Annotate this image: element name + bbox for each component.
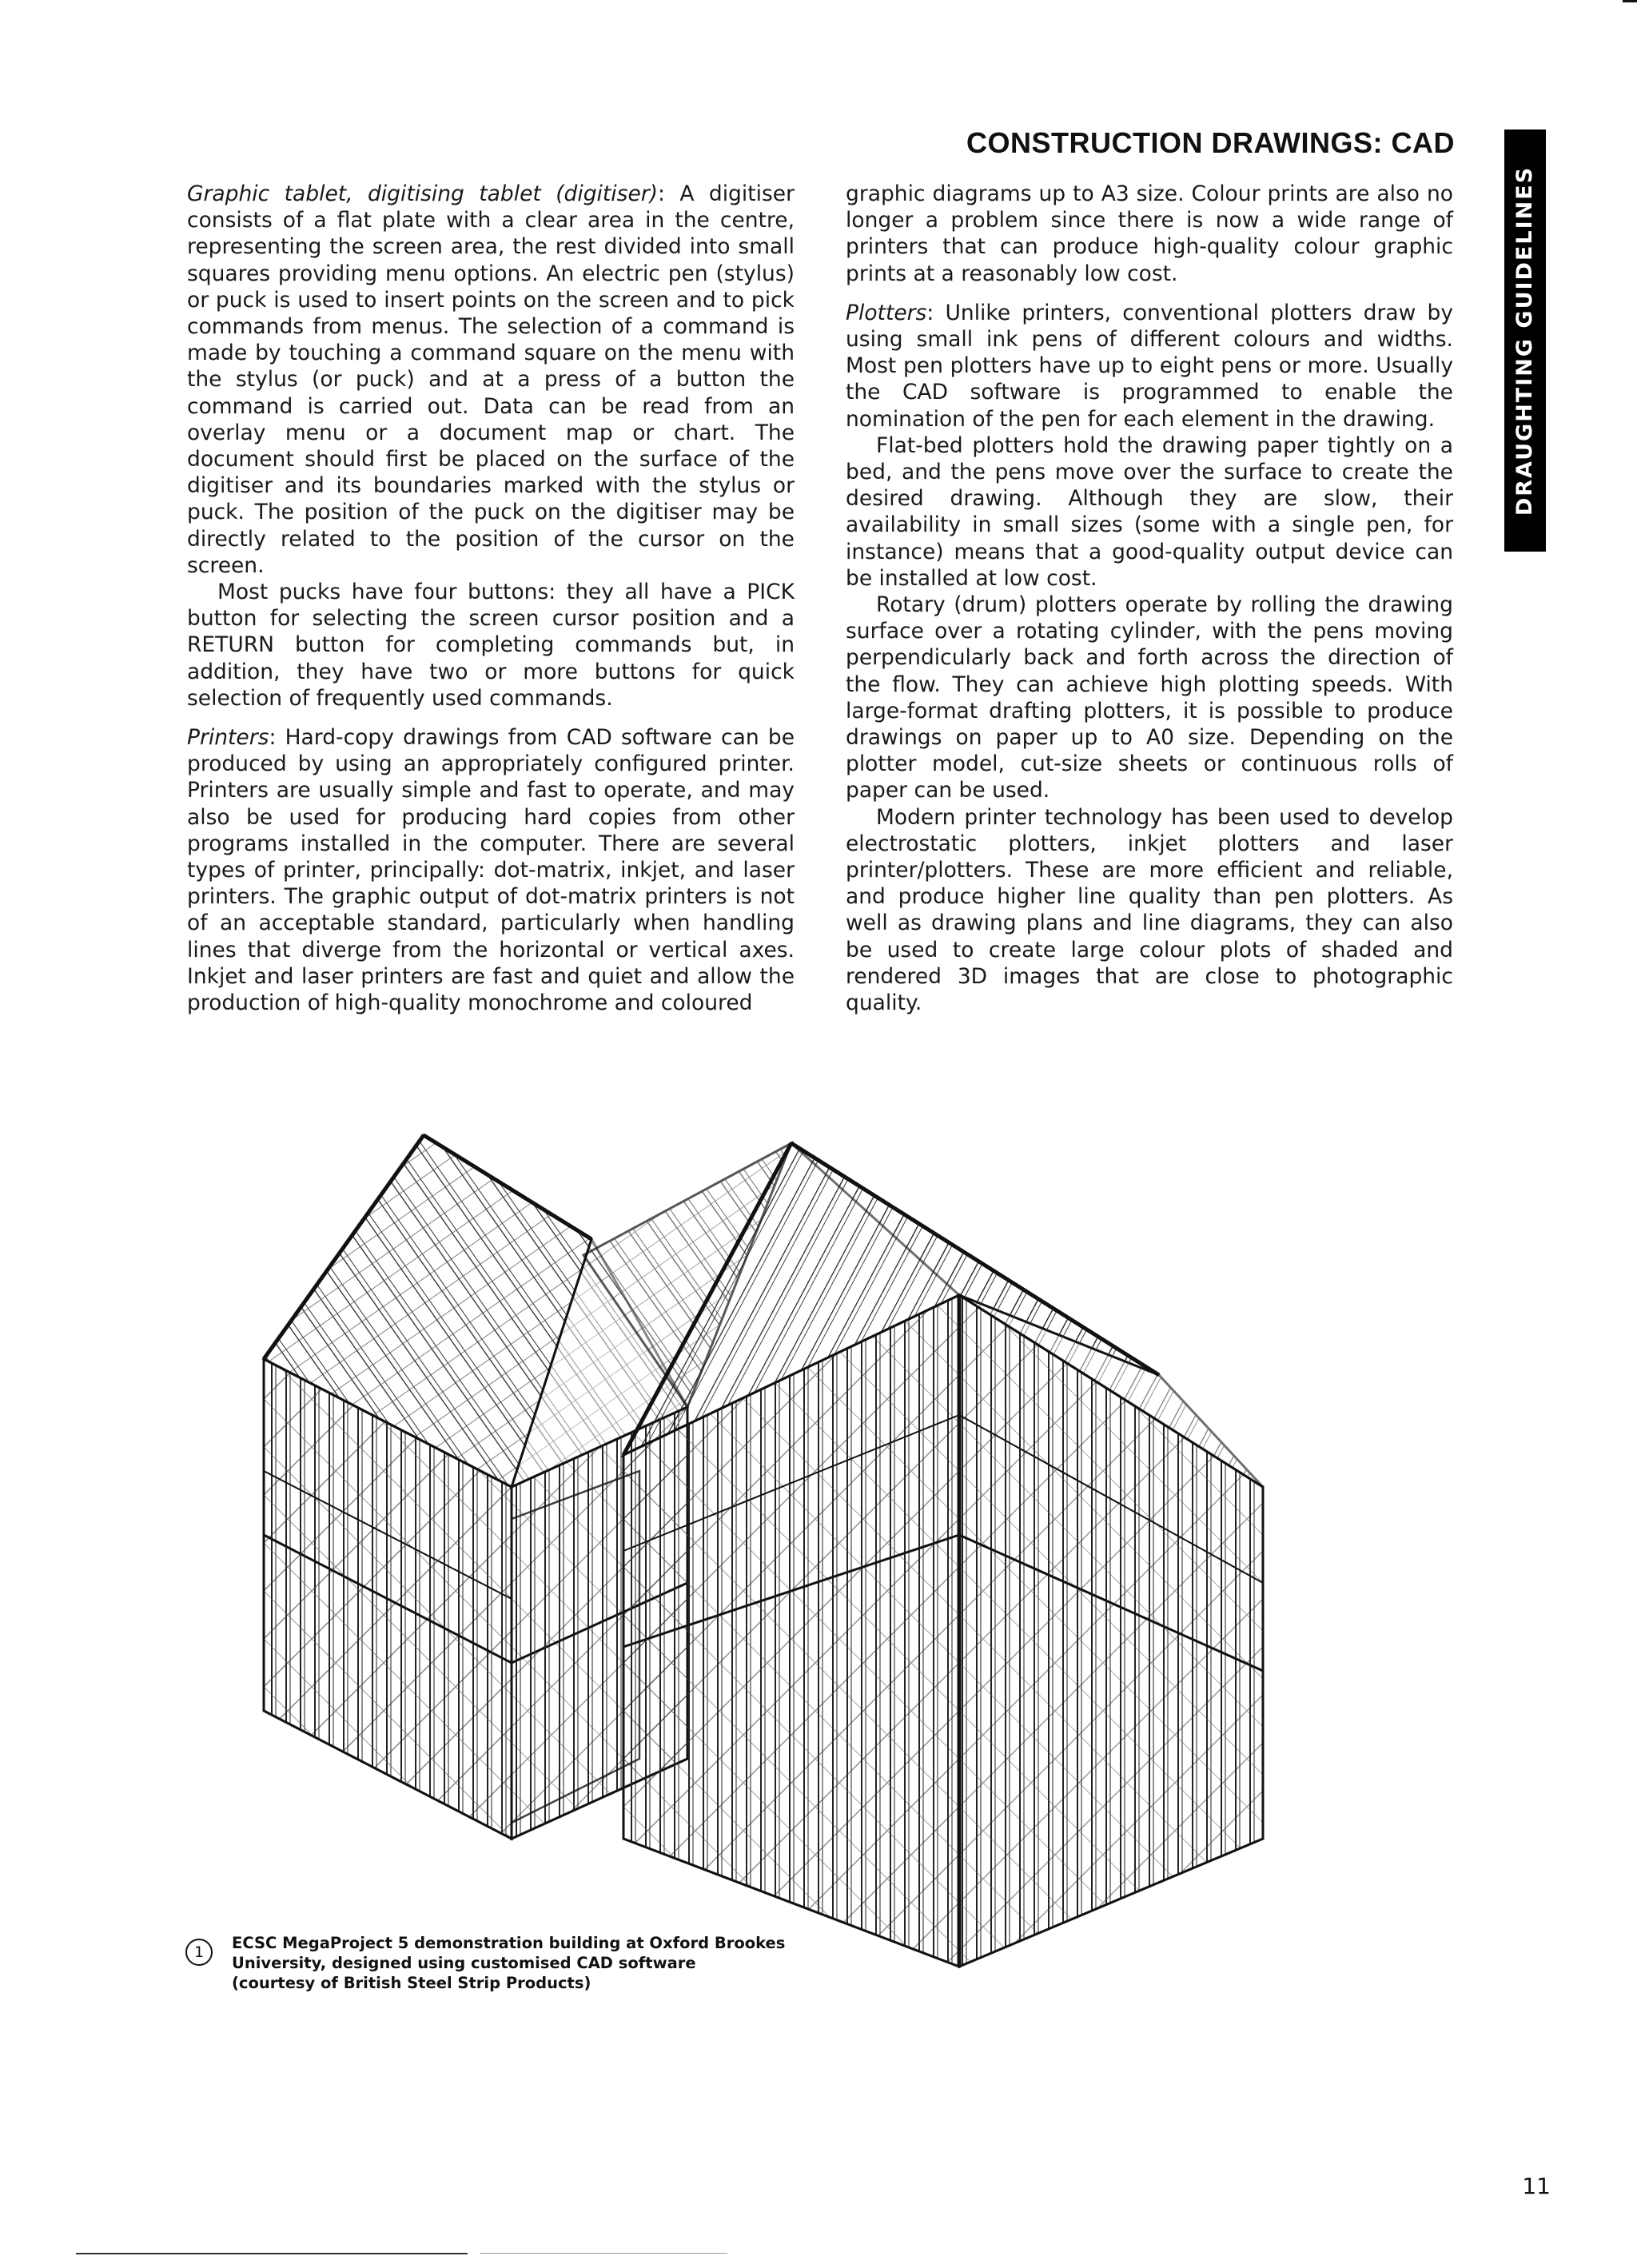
term-printers: Printers — [187, 725, 269, 751]
right-building-frame — [584, 1143, 1263, 1967]
figure-number-badge: 1 — [185, 1939, 213, 1966]
term-digitiser: Graphic tablet, digitising tablet (digitiser) — [187, 181, 658, 206]
term-plotters: Plotters — [846, 300, 927, 325]
left-text-column — [187, 181, 795, 1016]
section-title: CONSTRUCTION DRAWINGS: CAD — [966, 126, 1455, 159]
paragraph-colour-prints: graphic diagrams up to A3 size. Colour prints are also no longer a problem since there is now a wide range of printers that can produce high-quality colour graphic prints at a reasonably low cost. — [846, 181, 1453, 286]
paragraph-digitiser — [187, 181, 795, 579]
caption-line-3: (courtesy of British Steel Strip Products) — [232, 1974, 591, 1992]
figure-caption — [232, 1933, 839, 1993]
caption-line-2: University, designed using customised CAD software — [232, 1954, 696, 1972]
chapter-side-tab — [1504, 130, 1546, 552]
right-text-column — [846, 181, 1453, 1016]
plotters-body: : Unlike printers, conventional plotters draw by using small ink pens of different colours and widths. Most pen plotters have up to eight pens or more. Usually the CAD software is programmed to enable the nomination of the pen for each element in the drawing. — [846, 300, 1453, 432]
digitiser-body: : A digitiser consists of a flat plate with a clear area in the centre, representing the screen area, the rest divided into small squares providing menu options. An electric pen (stylus) or puck is used to insert points on the screen and to pick commands from menus. The selection of a command is made by touching a command square on the menu with the stylus (or puck) and at a press of a button the command is carried out. Data can be read from an overlay menu or a document map or chart. The document should first be placed on the surface of the digitiser and its boundaries marked with the stylus or puck. The position of the puck on the digitiser may be directly related to the position of the cursor on the screen. — [187, 181, 795, 578]
footer-rule-left — [76, 2253, 468, 2254]
side-tab-label: DRAUGHTING GUIDELINES — [1512, 165, 1538, 516]
paragraph-printers — [187, 724, 795, 1016]
paragraph-plotters — [846, 300, 1453, 432]
page-number: 11 — [1522, 2173, 1551, 2199]
printers-body: : Hard-copy drawings from CAD software can be produced by using an appropriately configured printer. Printers are usually simple and fast to operate, and may also be used for producing hard copies from other programs installed in the computer. There are several types of printer, principally: dot-matrix, inkjet, and laser printers. The graphic output of dot-matrix printers is not of an acceptable standard, particularly when handling lines that diverge from the horizontal or vertical axes. Inkjet and laser printers are fast and quiet and allow the production of high-quality monochrome and coloured — [187, 725, 795, 1016]
footer-rule-right — [480, 2253, 727, 2254]
paragraph-modern-tech: Modern printer technology has been used to develop electrostatic plotters, inkjet plotters and laser printer/plotters. These are more efficient and reliable, and produce higher line quality than pen plotters. As well as drawing plans and line diagrams, they can also be used to create large colour plots of shaded and rendered 3D images that are close to photographic quality. — [846, 804, 1453, 1016]
paragraph-rotary: Rotary (drum) plotters operate by rolling the drawing surface over a rotating cylinder, with the pens moving perpendicularly back and forth across the direction of the flow. They can achieve high plotting speeds. With large-format drafting plotters, it is possible to produce drawings on paper up to A0 size. Depending on the plotter model, cut-size sheets or continuous rolls of paper can be used. — [846, 592, 1453, 803]
steel-frame-building-illustration — [240, 1039, 1415, 2063]
caption-line-1: ECSC MegaProject 5 demonstration building at Oxford Brookes — [232, 1934, 786, 1952]
paragraph-pucks: Most pucks have four buttons: they all have a PICK button for selecting the screen cursor position and a RETURN button for completing commands but, in addition, they have two or more buttons for quick selection of frequently used commands. — [187, 580, 795, 711]
paragraph-flatbed: Flat-bed plotters hold the drawing paper tightly on a bed, and the pens move over the surface to create the desired drawing. Although they are slow, their availability in small sizes (some with a single pen, for instance) means that a good-quality output device can be installed at low cost. — [846, 432, 1453, 591]
corner-crop-mark — [1623, 0, 1637, 2]
